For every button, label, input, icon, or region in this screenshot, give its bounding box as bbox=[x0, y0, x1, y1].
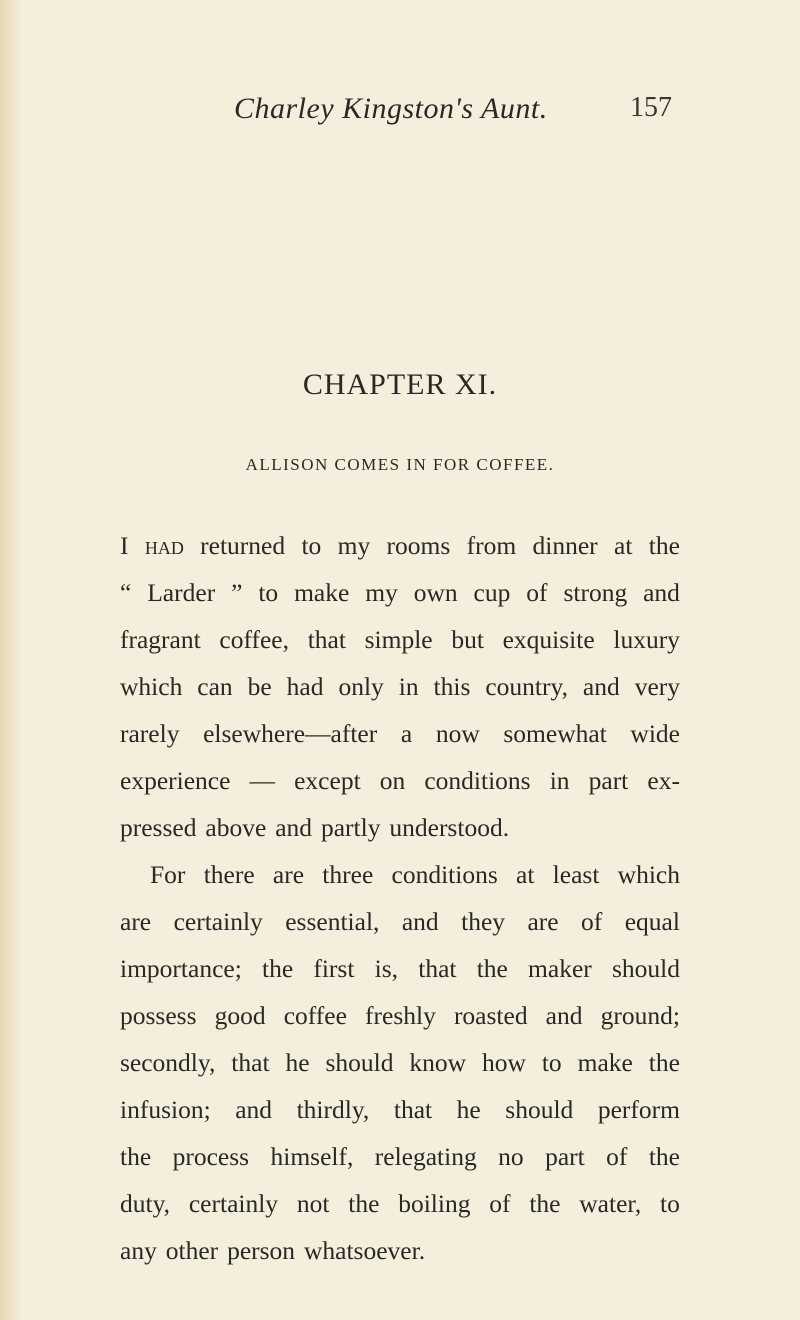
word: had bbox=[286, 672, 324, 701]
text-line-12 bbox=[120, 1039, 680, 1086]
word: should bbox=[505, 1095, 574, 1124]
word: the bbox=[648, 1048, 680, 1077]
running-header bbox=[0, 92, 800, 132]
word: ” bbox=[231, 578, 243, 607]
word: whatsoever. bbox=[303, 1236, 426, 1265]
word: is, bbox=[374, 954, 399, 983]
word: which bbox=[120, 672, 183, 701]
text-line-8 bbox=[120, 851, 680, 898]
word: and bbox=[582, 672, 620, 701]
word: least bbox=[552, 860, 600, 889]
word: wide bbox=[630, 719, 680, 748]
word: ex- bbox=[647, 766, 680, 795]
page-number: 157 bbox=[630, 92, 672, 123]
word: equal bbox=[624, 907, 680, 936]
word: I bbox=[120, 531, 129, 560]
running-title: Charley Kingston's Aunt. bbox=[234, 92, 548, 125]
word: understood. bbox=[389, 813, 510, 842]
word: the bbox=[120, 1142, 152, 1171]
word: pressed bbox=[120, 813, 197, 842]
word: own bbox=[413, 578, 458, 607]
word: returned bbox=[200, 531, 286, 560]
word: Larder bbox=[147, 578, 216, 607]
word: simple bbox=[364, 625, 433, 654]
word: “ bbox=[120, 578, 132, 607]
word: other bbox=[165, 1236, 219, 1265]
word: how bbox=[482, 1048, 526, 1077]
word: rooms bbox=[386, 531, 451, 560]
word: importance; bbox=[120, 954, 242, 983]
word: For bbox=[150, 860, 186, 889]
word: this bbox=[433, 672, 471, 701]
word: country, bbox=[485, 672, 568, 701]
word: coffee bbox=[283, 1001, 347, 1030]
word: at bbox=[614, 531, 633, 560]
word: that bbox=[393, 1095, 433, 1124]
word: and bbox=[235, 1095, 273, 1124]
text-line-14 bbox=[120, 1133, 680, 1180]
word: cup bbox=[473, 578, 511, 607]
word: possess bbox=[120, 1001, 197, 1030]
page-edge-shadow bbox=[0, 0, 22, 1320]
text-line-5 bbox=[120, 710, 680, 757]
text-line-6 bbox=[120, 757, 680, 804]
word: first bbox=[313, 954, 355, 983]
word: duty, bbox=[120, 1189, 171, 1218]
word: luxury bbox=[613, 625, 680, 654]
word: and bbox=[275, 813, 313, 842]
word: they bbox=[461, 907, 506, 936]
word: — bbox=[249, 766, 276, 795]
word: and bbox=[401, 907, 439, 936]
word: certainly bbox=[188, 1189, 279, 1218]
word: conditions bbox=[424, 766, 531, 795]
word: secondly, bbox=[120, 1048, 216, 1077]
word: the bbox=[262, 954, 294, 983]
word: rarely bbox=[120, 719, 180, 748]
word: the bbox=[648, 1142, 680, 1171]
word: to bbox=[541, 1048, 562, 1077]
word: my bbox=[337, 531, 371, 560]
word: perform bbox=[597, 1095, 680, 1124]
word: from bbox=[466, 531, 517, 560]
chapter-subtitle: ALLISON COMES IN FOR COFFEE. bbox=[245, 455, 555, 474]
word: that bbox=[307, 625, 346, 654]
word: himself, bbox=[270, 1142, 354, 1171]
word: are bbox=[527, 907, 559, 936]
word: to bbox=[660, 1189, 680, 1218]
word: the bbox=[648, 531, 680, 560]
word: freshly bbox=[365, 1001, 436, 1030]
word: experience bbox=[120, 766, 231, 795]
word: fragrant bbox=[120, 625, 201, 654]
word: make bbox=[577, 1048, 633, 1077]
word: any bbox=[120, 1236, 157, 1265]
word: thirdly, bbox=[296, 1095, 370, 1124]
word: except bbox=[294, 766, 361, 795]
word: be bbox=[247, 672, 272, 701]
word: not bbox=[296, 1189, 330, 1218]
word: are bbox=[120, 907, 152, 936]
word: elsewhere—after bbox=[203, 719, 378, 748]
chapter-heading: CHAPTER XI. bbox=[302, 368, 498, 401]
word: to bbox=[258, 578, 279, 607]
text-line-1 bbox=[120, 522, 680, 569]
text-line-10 bbox=[120, 945, 680, 992]
word: of bbox=[489, 1189, 511, 1218]
word: part bbox=[545, 1142, 585, 1171]
word: partly bbox=[320, 813, 381, 842]
text-line-7 bbox=[120, 804, 680, 851]
word: exquisite bbox=[502, 625, 595, 654]
text-line-13 bbox=[120, 1086, 680, 1133]
word: in bbox=[398, 672, 419, 701]
word: part bbox=[588, 766, 629, 795]
word: above bbox=[205, 813, 267, 842]
word: good bbox=[214, 1001, 266, 1030]
word: the bbox=[348, 1189, 380, 1218]
word: maker bbox=[528, 954, 592, 983]
word: and bbox=[643, 578, 680, 607]
word: certainly bbox=[173, 907, 263, 936]
word: but bbox=[451, 625, 484, 654]
word: only bbox=[338, 672, 384, 701]
text-line-3 bbox=[120, 616, 680, 663]
word: to bbox=[301, 531, 322, 560]
word: water, bbox=[579, 1189, 642, 1218]
word: are bbox=[272, 860, 305, 889]
word: dinner bbox=[532, 531, 598, 560]
word: no bbox=[498, 1142, 524, 1171]
word: conditions bbox=[391, 860, 498, 889]
word: of bbox=[581, 907, 603, 936]
word: essential, bbox=[285, 907, 380, 936]
word: can bbox=[197, 672, 233, 701]
text-line-16 bbox=[120, 1227, 680, 1274]
word: of bbox=[526, 578, 548, 607]
text-line-4 bbox=[120, 663, 680, 710]
word: roasted bbox=[453, 1001, 528, 1030]
word: coffee, bbox=[219, 625, 289, 654]
word: of bbox=[606, 1142, 628, 1171]
word: should bbox=[325, 1048, 394, 1077]
word: had bbox=[144, 531, 184, 560]
word: strong bbox=[563, 578, 628, 607]
text-line-11 bbox=[120, 992, 680, 1039]
word: infusion; bbox=[120, 1095, 211, 1124]
word: on bbox=[379, 766, 406, 795]
word: know bbox=[409, 1048, 467, 1077]
text-line-9 bbox=[120, 898, 680, 945]
word: person bbox=[227, 1236, 296, 1265]
word: that bbox=[231, 1048, 270, 1077]
text-line-15 bbox=[120, 1180, 680, 1227]
word: somewhat bbox=[503, 719, 607, 748]
body-text bbox=[120, 522, 680, 1274]
word: at bbox=[516, 860, 535, 889]
word: should bbox=[611, 954, 680, 983]
word: very bbox=[634, 672, 680, 701]
word: which bbox=[617, 860, 680, 889]
word: boiling bbox=[398, 1189, 471, 1218]
word: he bbox=[456, 1095, 481, 1124]
word: the bbox=[476, 954, 508, 983]
word: make bbox=[294, 578, 350, 607]
word: now bbox=[435, 719, 480, 748]
word: he bbox=[285, 1048, 310, 1077]
word: process bbox=[172, 1142, 250, 1171]
word: ground; bbox=[600, 1001, 680, 1030]
word: there bbox=[203, 860, 255, 889]
text-line-2 bbox=[120, 569, 680, 616]
word: three bbox=[322, 860, 374, 889]
word: and bbox=[545, 1001, 583, 1030]
word: my bbox=[365, 578, 398, 607]
word: in bbox=[549, 766, 570, 795]
word: the bbox=[529, 1189, 561, 1218]
word: relegating bbox=[374, 1142, 477, 1171]
word: that bbox=[418, 954, 457, 983]
word: a bbox=[400, 719, 413, 748]
